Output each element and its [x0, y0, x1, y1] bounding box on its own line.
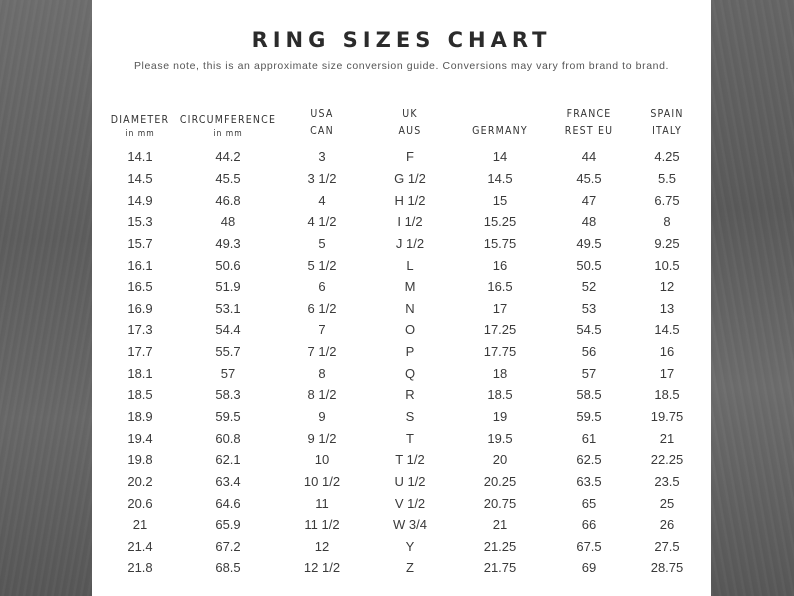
cell-spain-italy: 26 [659, 517, 675, 533]
column-header-line2: GERMANY [472, 125, 528, 137]
cell-usa-can: 6 1/2 [307, 300, 337, 316]
cell-france-rest-eu: 59.5 [576, 409, 602, 424]
cell-france-rest-eu: 61 [581, 430, 597, 446]
cell-circumference: 62.1 [215, 452, 241, 468]
cell-usa-can: 3 1/2 [307, 170, 337, 186]
table-row [102, 492, 702, 514]
table-row [102, 471, 702, 493]
cell-uk-aus: O [404, 322, 416, 338]
table-row [102, 168, 702, 190]
cell-germany: 14 [492, 149, 508, 165]
table-row [102, 297, 702, 319]
column-header-line1: FRANCE [566, 108, 612, 120]
column-header-circumference [178, 92, 278, 140]
cell-circumference: 54.4 [215, 322, 241, 338]
cell-france-rest-eu: 56 [581, 344, 597, 360]
cell-spain-italy: 28.75 [650, 560, 684, 576]
cell-uk-aus: Z [406, 560, 414, 576]
cell-circumference: 59.5 [215, 409, 241, 424]
cell-circumference: 57 [220, 365, 236, 381]
cell-uk-aus: V 1/2 [394, 495, 426, 511]
table-row [102, 557, 702, 579]
cell-usa-can: 9 [318, 409, 326, 424]
cell-diameter: 16.5 [127, 279, 153, 295]
ring-size-table [102, 92, 702, 579]
table-row [102, 146, 702, 168]
cell-usa-can: 9 1/2 [307, 430, 337, 446]
cell-spain-italy: 8 [663, 214, 671, 230]
cell-france-rest-eu: 69 [581, 560, 597, 576]
column-header-line1: USA [310, 108, 334, 120]
table-header-row [102, 92, 702, 140]
cell-usa-can: 11 [315, 495, 329, 511]
cell-germany: 20.75 [483, 495, 517, 511]
cell-uk-aus: T [406, 430, 414, 446]
column-header-germany [454, 92, 546, 140]
cell-germany: 20 [492, 452, 508, 468]
cell-uk-aus: J 1/2 [395, 235, 425, 251]
cell-germany: 15.75 [483, 235, 517, 251]
cell-france-rest-eu: 57 [581, 365, 597, 381]
cell-france-rest-eu: 49.5 [576, 235, 602, 251]
table-row [102, 189, 702, 211]
cell-spain-italy: 6.75 [654, 192, 680, 208]
cell-usa-can: 5 [318, 235, 326, 251]
cell-spain-italy: 16 [659, 344, 675, 360]
cell-uk-aus: F [406, 149, 414, 165]
cell-germany: 21.25 [483, 538, 517, 554]
table-row [102, 341, 702, 363]
cell-circumference: 58.3 [215, 387, 241, 403]
cell-germany: 21.75 [483, 560, 517, 576]
cell-uk-aus: W 3/4 [393, 517, 427, 533]
cell-circumference: 65.9 [215, 517, 241, 533]
cell-uk-aus: T 1/2 [395, 452, 425, 468]
cell-germany: 16.5 [487, 279, 513, 295]
cell-circumference: 50.6 [215, 257, 241, 273]
cell-circumference: 67.2 [215, 538, 241, 554]
cell-spain-italy: 23.5 [654, 473, 680, 489]
cell-spain-italy: 14.5 [654, 322, 680, 338]
chart-subtitle: Please note, this is an approximate size conversion guide. Conversions may vary from brand to brand. [133, 60, 670, 72]
cell-france-rest-eu: 66 [581, 517, 597, 533]
cell-circumference: 44.2 [215, 149, 241, 165]
cell-spain-italy: 10.5 [654, 257, 680, 273]
cell-spain-italy: 22.25 [650, 452, 684, 468]
cell-diameter: 17.3 [127, 322, 153, 338]
cell-usa-can: 11 1/2 [304, 517, 340, 533]
cell-usa-can: 10 1/2 [303, 473, 341, 489]
cell-uk-aus: L [406, 257, 414, 273]
column-header-label: CIRCUMFERENCE [179, 114, 277, 126]
cell-france-rest-eu: 67.5 [576, 538, 602, 554]
cell-usa-can: 7 1/2 [307, 344, 337, 360]
table-row [102, 319, 702, 341]
table-row [102, 427, 702, 449]
cell-france-rest-eu: 47 [581, 192, 597, 208]
column-header-line2: ITALY [652, 125, 682, 137]
column-header-diameter [102, 92, 178, 140]
cell-france-rest-eu: 58.5 [576, 387, 602, 403]
cell-germany: 21 [492, 517, 508, 533]
cell-circumference: 63.4 [215, 473, 241, 489]
column-header-unit: in mm [213, 129, 243, 139]
cell-spain-italy: 21 [659, 430, 675, 446]
cell-usa-can: 10 [314, 452, 330, 468]
cell-circumference: 48 [220, 214, 236, 230]
cell-germany: 18 [492, 365, 508, 381]
cell-diameter: 18.1 [127, 365, 153, 381]
cell-uk-aus: Y [405, 538, 415, 554]
cell-germany: 15.25 [483, 214, 517, 230]
table-row [102, 536, 702, 558]
table-row [102, 362, 702, 384]
cell-uk-aus: S [405, 409, 415, 424]
cell-france-rest-eu: 50.5 [576, 257, 602, 273]
cell-usa-can: 4 1/2 [307, 214, 337, 230]
cell-diameter: 17.7 [127, 344, 153, 360]
column-header-france-rest-eu [546, 92, 632, 140]
cell-diameter: 21 [132, 517, 148, 533]
cell-germany: 17.25 [483, 322, 517, 338]
cell-germany: 17.75 [483, 344, 517, 360]
cell-diameter: 21.4 [127, 538, 153, 554]
cell-spain-italy: 9.25 [654, 235, 680, 251]
cell-circumference: 64.6 [215, 495, 241, 511]
column-header-line2: REST EU [564, 125, 614, 137]
cell-usa-can: 8 1/2 [307, 387, 337, 403]
column-header-spain-italy [632, 92, 702, 140]
column-header-line1: UK [402, 108, 418, 120]
cell-france-rest-eu: 48 [581, 214, 597, 230]
column-header-line1: SPAIN [650, 108, 684, 120]
cell-germany: 19.5 [487, 430, 513, 446]
cell-diameter: 15.7 [127, 235, 153, 251]
table-body [102, 140, 702, 579]
table-row [102, 254, 702, 276]
cell-germany: 20.25 [483, 473, 517, 489]
cell-uk-aus: N [405, 300, 415, 316]
cell-spain-italy: 13 [659, 300, 675, 316]
table-row [102, 449, 702, 471]
cell-diameter: 21.8 [127, 560, 153, 576]
cell-spain-italy: 27.5 [654, 538, 680, 554]
cell-germany: 19 [492, 409, 508, 424]
cell-diameter: 16.9 [127, 300, 153, 316]
cell-uk-aus: I 1/2 [397, 214, 423, 230]
table-row [102, 406, 702, 428]
cell-uk-aus: M [404, 279, 416, 295]
cell-usa-can: 3 [318, 149, 326, 165]
cell-circumference: 49.3 [215, 235, 241, 251]
table-row [102, 384, 702, 406]
cell-germany: 18.5 [487, 387, 513, 403]
cell-france-rest-eu: 45.5 [576, 170, 602, 186]
table-row [102, 233, 702, 255]
cell-diameter: 14.5 [127, 170, 153, 186]
cell-diameter: 19.4 [127, 430, 153, 446]
cell-diameter: 14.1 [127, 149, 153, 165]
cell-france-rest-eu: 52 [581, 279, 597, 295]
cell-usa-can: 12 1/2 [303, 560, 341, 576]
cell-france-rest-eu: 44 [581, 149, 597, 165]
column-header-line2: AUS [398, 125, 422, 137]
cell-uk-aus: P [405, 344, 415, 360]
cell-diameter: 16.1 [127, 257, 153, 273]
table-row [102, 211, 702, 233]
cell-diameter: 14.9 [127, 192, 153, 208]
cell-spain-italy: 17 [659, 365, 675, 381]
column-header-unit: in mm [125, 129, 155, 139]
cell-diameter: 18.5 [127, 387, 153, 403]
cell-spain-italy: 4.25 [654, 149, 680, 165]
table-row [102, 514, 702, 536]
cell-spain-italy: 18.5 [654, 387, 680, 403]
cell-usa-can: 4 [318, 192, 326, 208]
column-header-label: DIAMETER [110, 114, 170, 126]
cell-spain-italy: 5.5 [657, 170, 677, 186]
cell-diameter: 15.3 [127, 214, 153, 230]
cell-circumference: 60.8 [215, 430, 241, 446]
column-header-line2: CAN [310, 125, 334, 137]
cell-spain-italy: 12 [659, 279, 675, 295]
cell-spain-italy: 19.75 [650, 409, 684, 424]
column-header-usa-can [278, 92, 366, 140]
cell-france-rest-eu: 63.5 [576, 473, 602, 489]
cell-circumference: 45.5 [215, 170, 241, 186]
size-chart-sheet [92, 0, 711, 596]
cell-germany: 15 [492, 192, 508, 208]
cell-diameter: 20.2 [127, 473, 153, 489]
cell-usa-can: 6 [318, 279, 326, 295]
cell-france-rest-eu: 62.5 [576, 452, 602, 468]
cell-usa-can: 5 1/2 [307, 257, 337, 273]
cell-france-rest-eu: 65 [581, 495, 597, 511]
cell-circumference: 51.9 [215, 279, 241, 295]
cell-circumference: 55.7 [215, 344, 241, 360]
cell-diameter: 19.8 [127, 452, 153, 468]
cell-germany: 17 [492, 300, 508, 316]
cell-france-rest-eu: 54.5 [576, 322, 602, 338]
cell-usa-can: 8 [318, 365, 326, 381]
cell-uk-aus: G 1/2 [394, 170, 426, 186]
cell-diameter: 20.6 [127, 495, 153, 511]
cell-diameter: 18.9 [127, 409, 153, 424]
cell-circumference: 46.8 [215, 192, 241, 208]
cell-spain-italy: 25 [659, 495, 675, 511]
chart-title: RING SIZES CHART [251, 28, 552, 52]
column-header-uk-aus [366, 92, 454, 140]
cell-usa-can: 12 [314, 538, 330, 554]
cell-uk-aus: Q [404, 365, 416, 381]
cell-circumference: 68.5 [215, 560, 241, 576]
cell-usa-can: 7 [318, 322, 326, 338]
cell-uk-aus: H 1/2 [394, 192, 426, 208]
cell-uk-aus: R [405, 387, 415, 403]
cell-germany: 16 [492, 257, 508, 273]
cell-france-rest-eu: 53 [581, 300, 597, 316]
slate-background-right [711, 0, 794, 596]
cell-germany: 14.5 [487, 170, 513, 186]
cell-uk-aus: U 1/2 [394, 473, 426, 489]
table-row [102, 276, 702, 298]
cell-circumference: 53.1 [215, 300, 241, 316]
slate-background-left [0, 0, 92, 596]
